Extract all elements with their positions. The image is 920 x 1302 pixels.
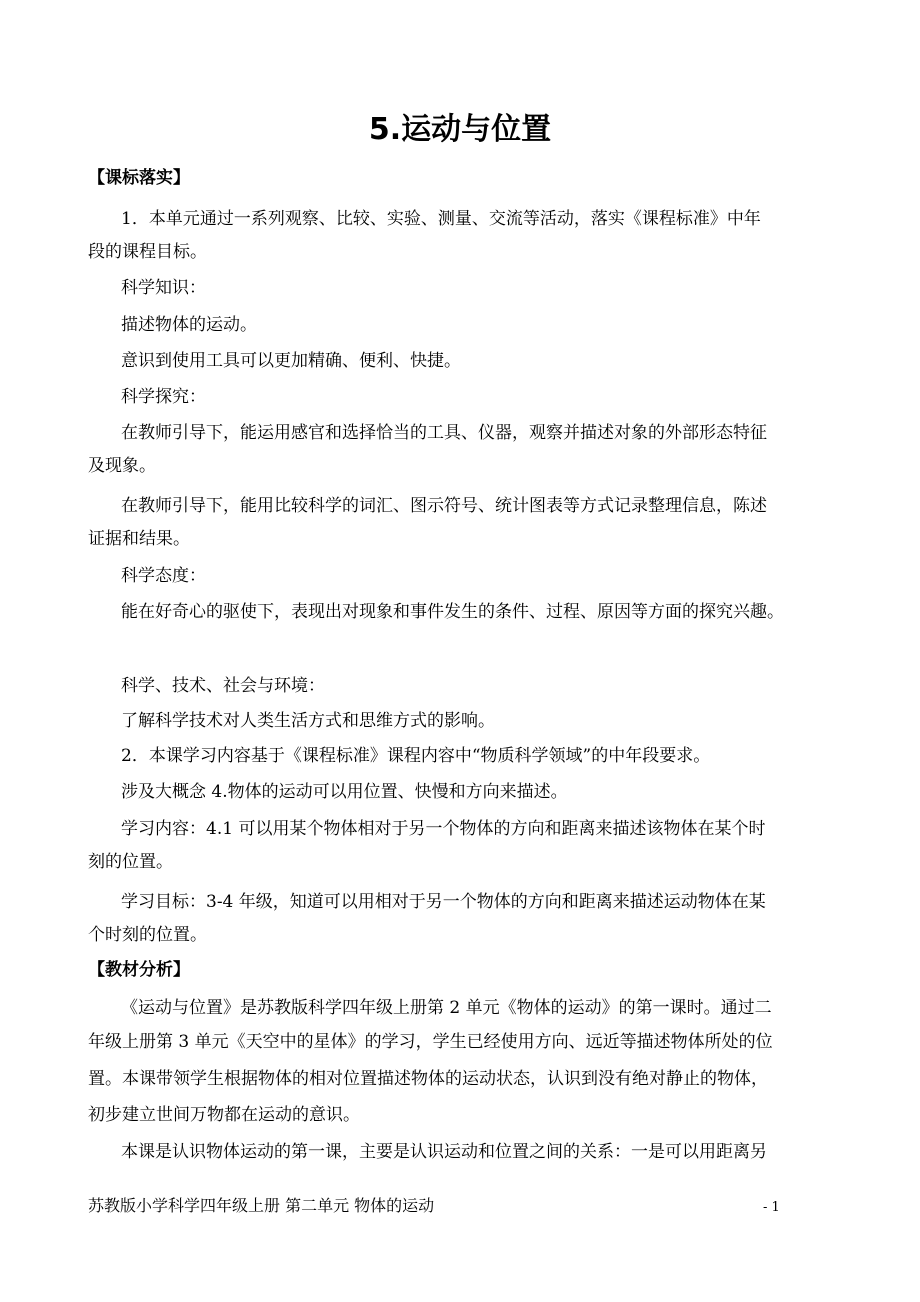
paragraph-line: 置。本课带领学生根据物体的相对位置描述物体的运动状态，认识到没有绝对静止的物体，: [88, 1069, 768, 1089]
paragraph-line: 意识到使用工具可以更加精确、便利、快捷。: [121, 351, 461, 371]
attitude-label: 科学态度：: [121, 566, 206, 586]
paragraph-line: 1．本单元通过一系列观察、比较、实验、测量、交流等活动，落实《课程标准》中年: [121, 209, 761, 229]
paragraph-line: 涉及大概念 4.物体的运动可以用位置、快慢和方向来描述。: [121, 782, 568, 802]
page-number: - 1: [763, 1200, 780, 1215]
paragraph-line: 证据和结果。: [88, 529, 190, 549]
paragraph-line: 刻的位置。: [88, 852, 173, 872]
page-title: 5.运动与位置: [368, 112, 552, 147]
paragraph-line: 《运动与位置》是苏教版科学四年级上册第 2 单元《物体的运动》的第一课时。通过二: [121, 998, 772, 1018]
paragraph-line: 描述物体的运动。: [121, 315, 257, 335]
paragraph-line: 及现象。: [88, 456, 156, 476]
inquiry-label: 科学探究：: [121, 387, 206, 407]
paragraph-line: 本课是认识物体运动的第一课，主要是认识运动和位置之间的关系：一是可以用距离另: [121, 1142, 767, 1162]
paragraph-line: 年级上册第 3 单元《天空中的星体》的学习，学生已经使用方向、远近等描述物体所处的位: [88, 1032, 773, 1052]
paragraph-line: 在教师引导下，能运用感官和选择恰当的工具、仪器，观察并描述对象的外部形态特征: [121, 423, 767, 443]
paragraph-line: 学习目标：3-4 年级，知道可以用相对于另一个物体的方向和距离来描述运动物体在某: [121, 892, 766, 912]
section-heading-textbook-analysis: 【教材分析】: [88, 960, 190, 980]
paragraph-line: 学习内容：4.1 可以用某个物体相对于另一个物体的方向和距离来描述该物体在某个时: [121, 819, 766, 839]
section-heading-curriculum: 【课标落实】: [88, 168, 190, 188]
paragraph-line: 在教师引导下，能用比较科学的词汇、图示符号、统计图表等方式记录整理信息，陈述: [121, 496, 767, 516]
paragraph-line: 个时刻的位置。: [88, 925, 207, 945]
paragraph-line: 初步建立世间万物都在运动的意识。: [88, 1105, 360, 1125]
stse-label: 科学、技术、社会与环境：: [121, 676, 325, 696]
page-footer: 苏教版小学科学四年级上册 第二单元 物体的运动: [88, 1196, 435, 1215]
knowledge-label: 科学知识：: [121, 278, 206, 298]
paragraph-line: 了解科学技术对人类生活方式和思维方式的影响。: [121, 711, 495, 731]
paragraph-line: 段的课程目标。: [88, 242, 207, 262]
paragraph-line: 能在好奇心的驱使下，表现出对现象和事件发生的条件、过程、原因等方面的探究兴趣。: [121, 602, 784, 622]
paragraph-line: 2．本课学习内容基于《课程标准》课程内容中“物质科学领域”的中年段要求。: [121, 746, 711, 766]
